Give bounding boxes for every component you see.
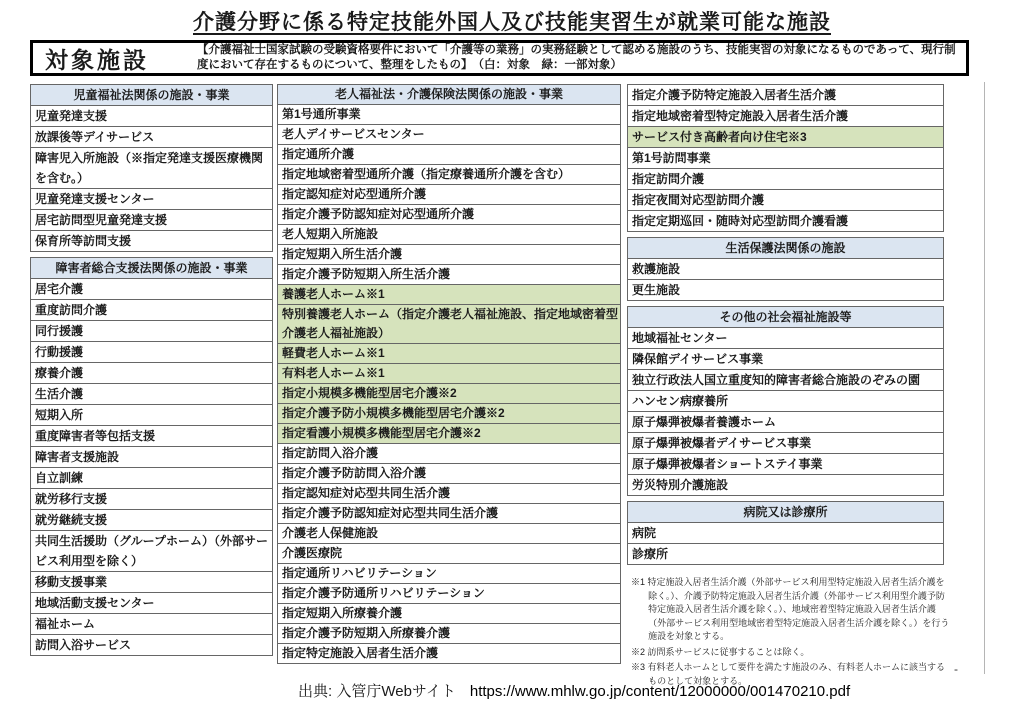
facility-row: 短期入所 (31, 405, 272, 426)
facility-row: 重度訪問介護 (31, 300, 272, 321)
section-header: 老人福祉法・介護保険法関係の施設・事業 (278, 85, 620, 105)
facility-row: 地域活動支援センター (31, 593, 272, 614)
facility-row: 原子爆弾被爆者ショートステイ事業 (628, 454, 943, 475)
facility-row: 療養介護 (31, 363, 272, 384)
facility-row: 自立訓練 (31, 468, 272, 489)
facility-row: 介護医療院 (278, 544, 620, 564)
footnote: ※3 有料老人ホームとして要件を満たす施設のみ、有料老人ホームに該当するものとして対象とする。 (631, 662, 946, 686)
facility-section (627, 237, 944, 301)
facility-section (627, 306, 944, 496)
facility-row: 指定介護予防特定施設入居者生活介護 (628, 85, 943, 106)
facility-row: 原子爆弾被爆者養護ホーム (628, 412, 943, 433)
facility-row: 第1号訪問事業 (628, 148, 943, 169)
facility-row: 指定短期入所療養介護 (278, 604, 620, 624)
facility-row: 診療所 (628, 544, 943, 564)
source-label: 出典: 入管庁Webサイト (298, 683, 456, 700)
facility-row: 共同生活援助（グループホーム）（外部サービス利用型を除く） (31, 531, 272, 572)
facility-row: 障害児入所施設（※指定発達支援医療機関を含む。） (31, 148, 272, 189)
page-title (0, 6, 1024, 36)
facility-row: 独立行政法人国立重度知的障害者総合施設のぞみの園 (628, 370, 943, 391)
facility-row: 指定小規模多機能型居宅介護※2 (278, 384, 620, 404)
footnote: ※2 訪問系サービスに従事することは除く。 (631, 646, 810, 657)
facility-row: 移動支援事業 (31, 572, 272, 593)
source-url[interactable]: https://www.mhlw.go.jp/content/12000000/001470210.pdf (469, 683, 851, 700)
facility-row: 指定地域密着型特定施設入居者生活介護 (628, 106, 943, 127)
facility-row: 行動援護 (31, 342, 272, 363)
facility-row: 指定看護小規模多機能型居宅介護※2 (278, 424, 620, 444)
facility-row: 指定介護予防短期入所療養介護 (278, 624, 620, 644)
facility-section (277, 84, 621, 664)
facility-row: 地域福祉センター (628, 328, 943, 349)
footnote: ※1 特定施設入居者生活介護（外部サービス利用型特定施設入居者生活介護を除く。）、介護予防特定施設入居者生活介護（外部サービス利用型介護予防特定施設入居者生活介護を除く。）、地域密着型特定施設入居者生活介護（外部サービス利用型地域密着型特定施設入居者生活介護を除く。）を行う施設を対象とする。 (631, 577, 950, 641)
facility-section (627, 501, 944, 565)
section-header: 病院又は診療所 (628, 502, 943, 523)
section-header: 生活保護法関係の施設 (628, 238, 943, 259)
target-facility-description: 【介護福祉士国家試験の受験資格要件において「介護等の業務」の実務経験として認める施設のうち、技能実習の対象になるものであって、現行制度において存在するものについて、整理をしたもの】 （白：対象 緑：一部対象） (197, 44, 956, 71)
facility-row: 指定短期入所生活介護 (278, 245, 620, 265)
facility-row: サービス付き高齢者向け住宅※3 (628, 127, 943, 148)
facility-row: 児童発達支援 (31, 106, 272, 127)
slide-right-edge-line (984, 82, 985, 674)
facility-row: 訪問入浴サービス (31, 635, 272, 655)
facility-row: 同行援護 (31, 321, 272, 342)
facility-row: 隣保館デイサービス事業 (628, 349, 943, 370)
facility-row: 指定特定施設入居者生活介護 (278, 644, 620, 663)
facility-row: 原子爆弾被爆者デイサービス事業 (628, 433, 943, 454)
facility-row: 指定地域密着型通所介護（指定療養通所介護を含む） (278, 165, 620, 185)
facility-row: 居宅介護 (31, 279, 272, 300)
facility-row: 指定定期巡回・随時対応型訪問介護看護 (628, 211, 943, 231)
facility-row: 指定通所リハビリテーション (278, 564, 620, 584)
facility-row: 福祉ホーム (31, 614, 272, 635)
facility-section (30, 84, 273, 252)
facility-row: 放課後等デイサービス (31, 127, 272, 148)
section-header: 児童福祉法関係の施設・事業 (31, 85, 272, 106)
section-header: その他の社会福祉施設等 (628, 307, 943, 328)
facility-row: 児童発達支援センター (31, 189, 272, 210)
facility-row: 指定介護予防短期入所生活介護 (278, 265, 620, 285)
facility-row: 老人デイサービスセンター (278, 125, 620, 145)
facility-row: 介護老人保健施設 (278, 524, 620, 544)
facility-row: 救護施設 (628, 259, 943, 280)
facility-row: 養護老人ホーム※1 (278, 285, 620, 305)
footnotes (631, 576, 951, 690)
facility-row: 生活介護 (31, 384, 272, 405)
facility-row: 指定訪問入浴介護 (278, 444, 620, 464)
facility-row: 指定介護予防認知症対応型共同生活介護 (278, 504, 620, 524)
source-line (298, 680, 850, 701)
facility-row: 老人短期入所施設 (278, 225, 620, 245)
facility-row: 指定介護予防小規模多機能型居宅介護※2 (278, 404, 620, 424)
facility-row: 更生施設 (628, 280, 943, 300)
facility-row: 指定介護予防認知症対応型通所介護 (278, 205, 620, 225)
facility-row: 病院 (628, 523, 943, 544)
facility-row: 障害者支援施設 (31, 447, 272, 468)
facility-column-2 (277, 84, 621, 669)
facility-row: 指定介護予防訪問入浴介護 (278, 464, 620, 484)
facility-section (30, 257, 273, 656)
facility-row: 有料老人ホーム※1 (278, 364, 620, 384)
facility-row: 指定介護予防通所リハビリテーション (278, 584, 620, 604)
facility-row: 指定訪問介護 (628, 169, 943, 190)
facility-row: 指定夜間対応型訪問介護 (628, 190, 943, 211)
facility-row: 第1号通所事業 (278, 105, 620, 125)
facility-row: 就労継続支援 (31, 510, 272, 531)
facility-row: 指定通所介護 (278, 145, 620, 165)
facility-row: 指定認知症対応型共同生活介護 (278, 484, 620, 504)
facility-row: 就労移行支援 (31, 489, 272, 510)
facility-column-1 (30, 84, 273, 661)
facility-row: 特別養護老人ホーム（指定介護老人福祉施設、指定地域密着型介護老人福祉施設） (278, 305, 620, 344)
section-header: 障害者総合支援法関係の施設・事業 (31, 258, 272, 279)
facility-row: 居宅訪問型児童発達支援 (31, 210, 272, 231)
facility-row: ハンセン病療養所 (628, 391, 943, 412)
facility-column-3 (627, 84, 944, 570)
facility-row: 労災特別介護施設 (628, 475, 943, 495)
page-title-text: 介護分野に係る特定技能外国人及び技能実習生が就業可能な施設 (193, 11, 831, 34)
facility-row: 指定認知症対応型通所介護 (278, 185, 620, 205)
facility-row: 重度障害者等包括支援 (31, 426, 272, 447)
corner-mark: - (954, 662, 958, 676)
target-facility-header-box (30, 40, 969, 76)
facility-section (627, 84, 944, 232)
facility-row: 軽費老人ホーム※1 (278, 344, 620, 364)
target-facility-label: 対象施設 (45, 46, 149, 73)
facility-row: 保育所等訪問支援 (31, 231, 272, 251)
